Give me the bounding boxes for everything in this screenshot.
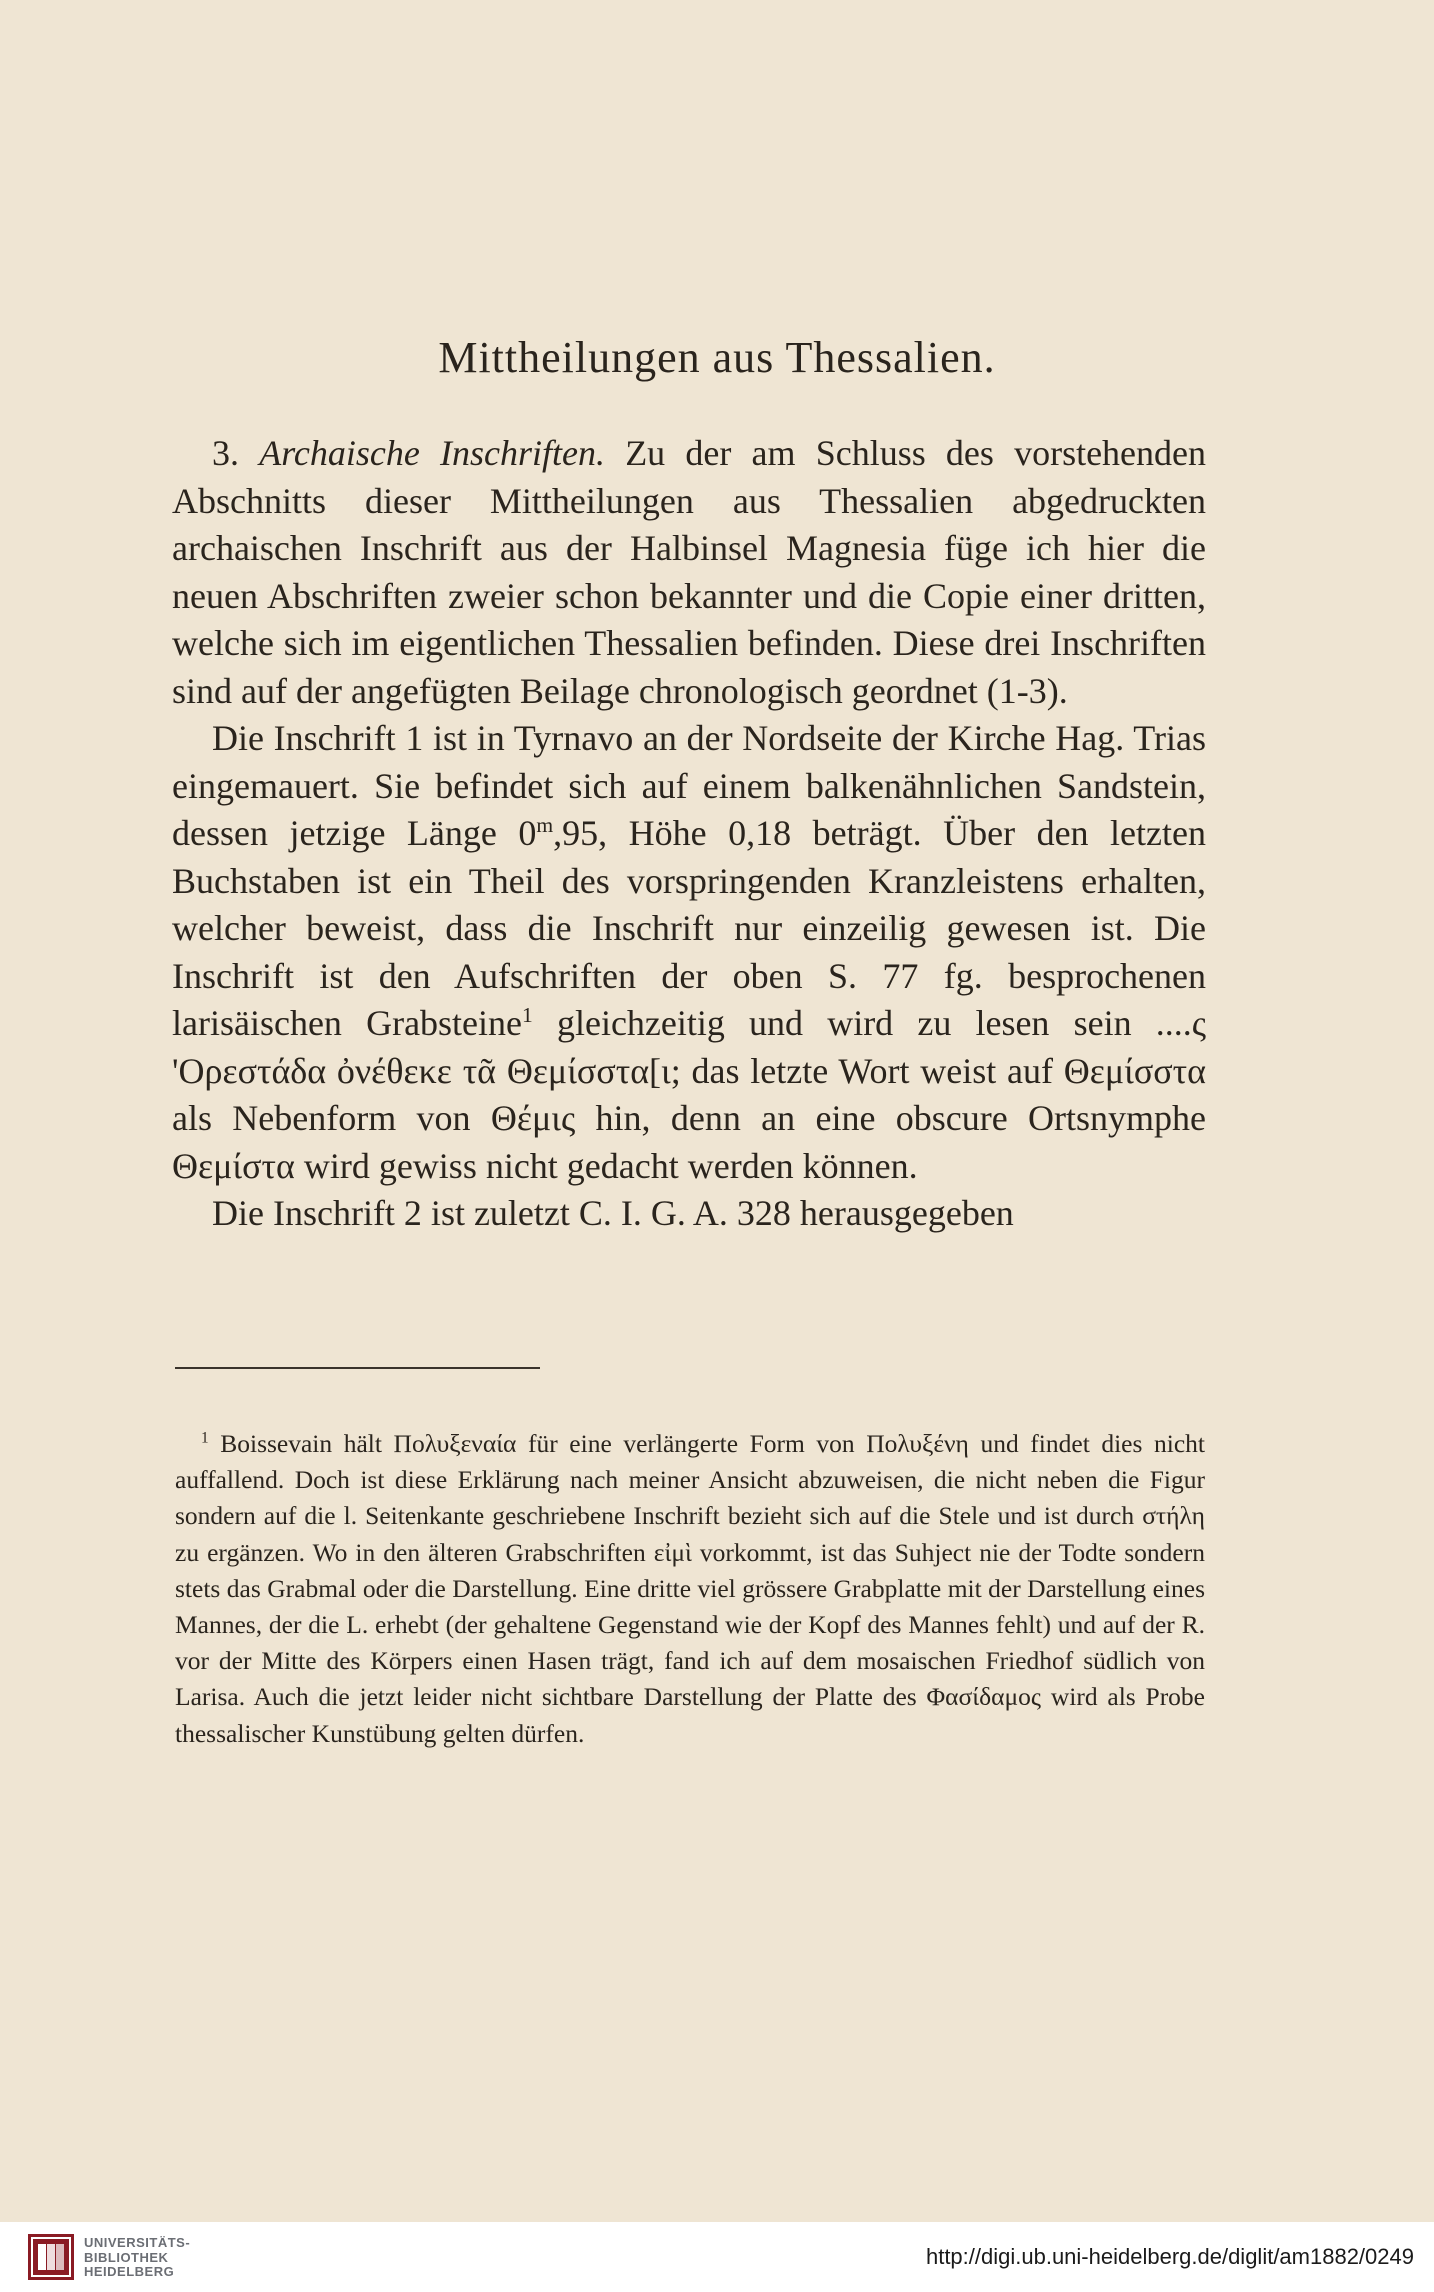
paragraph-text: ,95, Höhe 0,18 beträgt. Über den letzten Buchstaben ist ein Theil des vorspringenden Kranzleistens erhalten, welcher beweist, dass die Inschrift nur einzeilig gewesen ist. Die Inschrift ist den Aufschriften der oben S. 77 fg. besprochenen larisäischen Grabsteine (172, 813, 1206, 1043)
paragraph-text: Die Inschrift 2 ist zuletzt C. I. G. A. 328 herausgegeben (212, 1193, 1014, 1233)
paragraph-text: Die Inschrift 1 ist in Tyrnavo an der Nordseite der Kirche Hag. Trias eingemauert. Sie befindet sich auf einem balkenähnlichen Sandstein, dessen jetzige Länge 0 (172, 718, 1206, 853)
footnote-marker: 1 (201, 1429, 209, 1447)
paragraph-2 (172, 715, 1206, 1190)
logo-line: HEIDELBERG (84, 2264, 175, 2279)
main-text (172, 430, 1206, 1238)
source-url-link[interactable]: http://digi.ub.uni-heidelberg.de/diglit/am1882/0249 (925, 2244, 1414, 2269)
unit-superscript: m (536, 813, 554, 837)
footnote-divider (175, 1367, 540, 1369)
footnote-1 (175, 1426, 1205, 1752)
library-logo-text (84, 2236, 244, 2280)
footnotes (175, 1426, 1205, 1752)
paragraph-text: gleichzeitig und wird zu lesen sein ....ς 'Ορεστάδα ὀνέθεκε τᾶ Θεμίσστα[ι; das letzte Wort weist auf Θεμίσστα als Nebenform von Θέμις hin, denn an eine obscure Ortsnymphe Θεμίστα wird gewiss nicht gedacht werden können. (172, 1003, 1206, 1186)
page-title: Mittheilungen aus Thessalien. (438, 333, 996, 382)
logo-line: UNIVERSITÄTS- (84, 2235, 191, 2250)
logo-line: BIBLIOTHEK (84, 2249, 169, 2265)
section-heading: Archaische Inschriften. (259, 433, 605, 473)
footer-bar (0, 2222, 1434, 2292)
library-seal-icon (28, 2234, 74, 2280)
section-number: 3. (212, 433, 239, 473)
footnote-text: Boissevain hält Πολυξεναία für eine verlängerte Form von Πολυξένη und findet dies nicht auffallend. Doch ist diese Erklärung nach meiner Ansicht abzuweisen, die nicht neben die Figur sondern auf die l. Seitenkante geschriebene Inschrift bezieht sich auf die Stele und ist durch στήλη zu ergänzen. Wo in den älteren Grabschriften εἰμὶ vorkommt, ist das Suhject nie der Todte sondern stets das Grabmal oder die Darstellung. Eine dritte viel grössere Grabplatte mit der Darstellung eines Mannes, der die L. erhebt (der gehaltene Gegenstand wie der Kopf des Mannes fehlt) und auf der R. vor der Mitte des Körpers einen Hasen trägt, fand ich auf dem mosaischen Friedhof südlich von Larisa. Auch die jetzt leider nicht sichtbare Darstellung der Platte des Φασίδαμος wird als Probe thessalischer Kunstübung gelten dürfen. (175, 1429, 1205, 1748)
footnote-reference[interactable]: 1 (522, 1003, 533, 1027)
paragraph-3 (172, 1190, 1206, 1238)
paragraph-text: Zu der am Schluss des vorstehenden Abschnitts dieser Mittheilungen aus Thessalien abgedruckten archaischen Inschrift aus der Halbinsel Magnesia füge ich hier die neuen Abschriften zweier schon bekannter und die Copie einer dritten, welche sich im eigentlichen Thessalien befinden. Diese drei Inschriften sind auf der angefügten Beilage chronologisch geordnet (1-3). (172, 433, 1207, 711)
paragraph-1 (172, 430, 1206, 715)
